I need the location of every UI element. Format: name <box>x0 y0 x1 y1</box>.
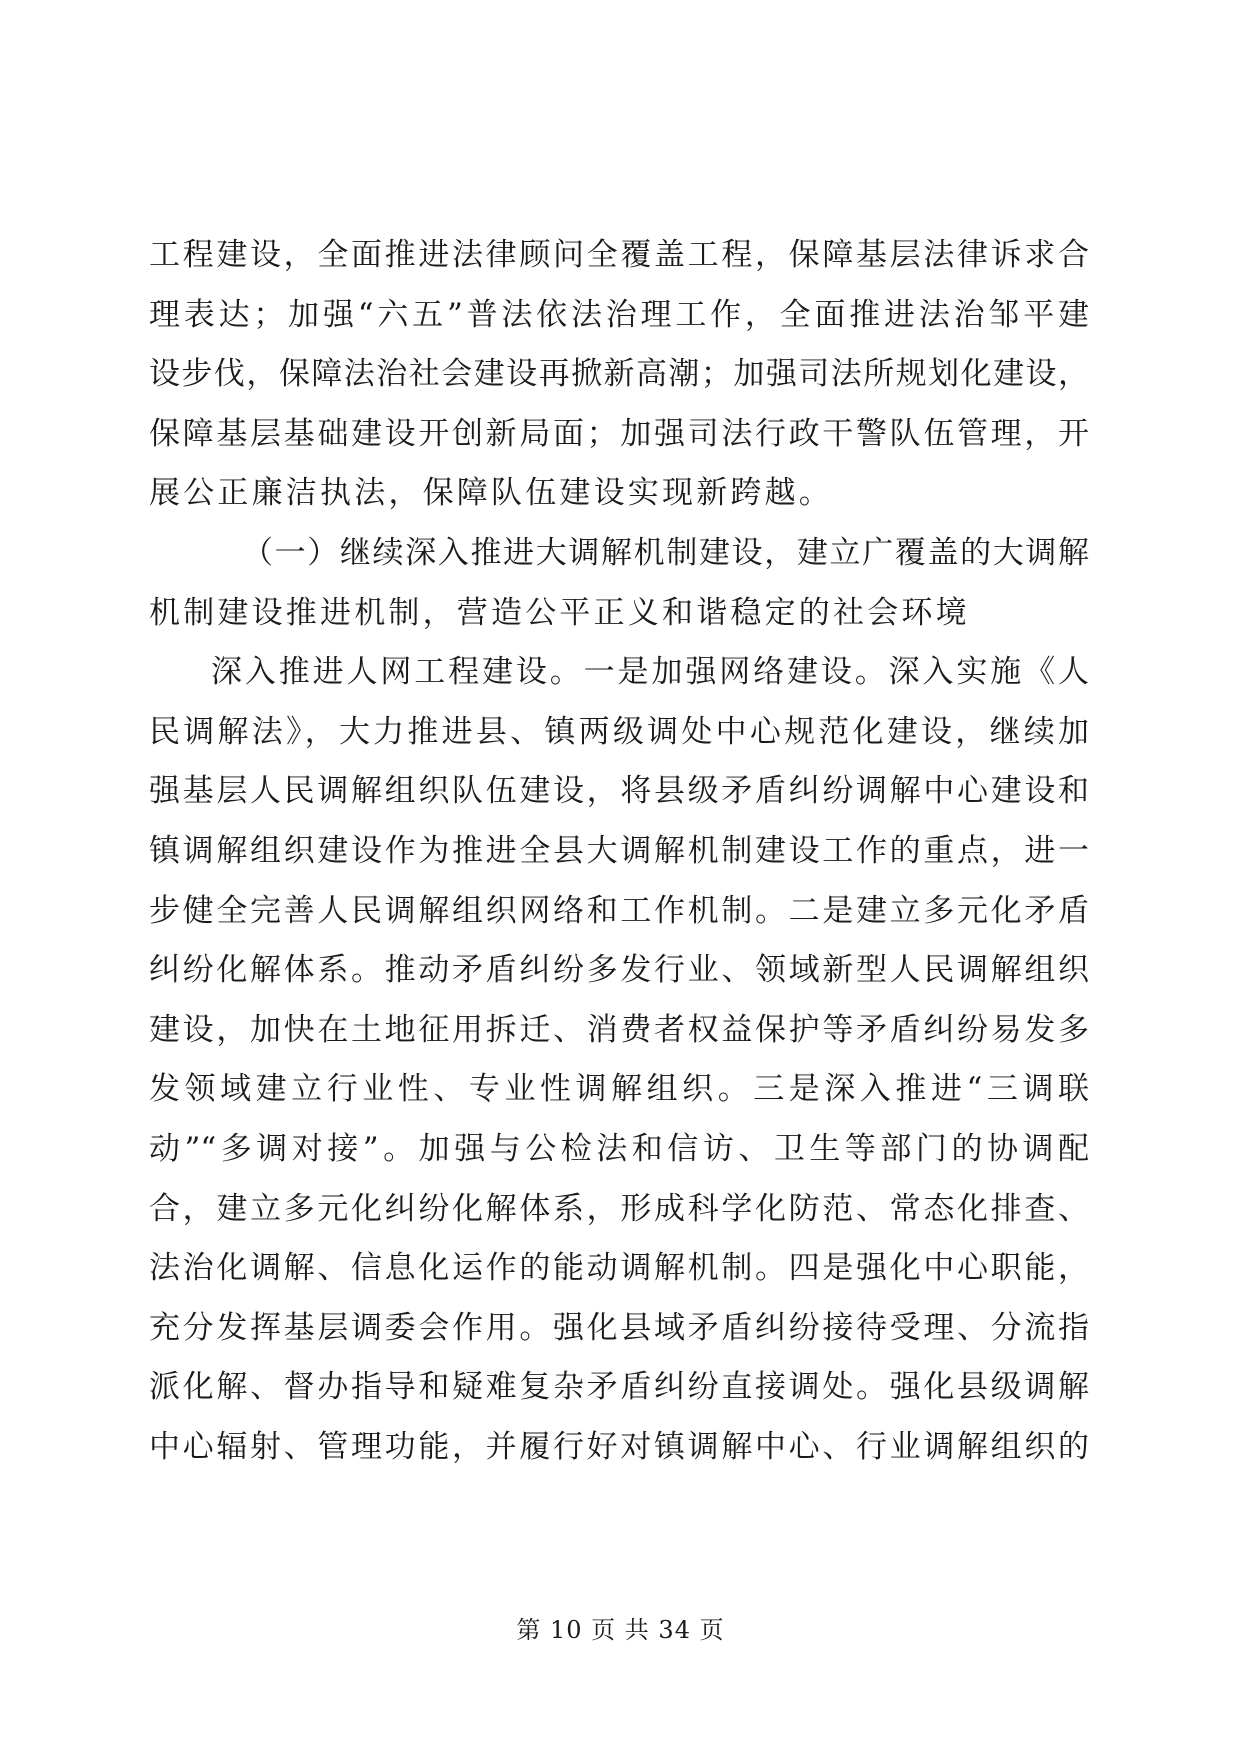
body-line-21: 中心辐射、管理功能，并履行好对镇调解中心、行业调解组织的 <box>149 1428 1089 1465</box>
body-line-11: 镇调解组织建设作为推进全县大调解机制建设工作的重点，进一 <box>149 832 1089 869</box>
body-line-15: 发领域建立行业性、专业性调解组织。三是深入推进“三调联 <box>149 1071 1089 1108</box>
body-line-10: 强基层人民调解组织队伍建设，将县级矛盾纠纷调解中心建设和 <box>149 773 1089 810</box>
body-line-9: 民调解法》，大力推进县、镇两级调处中心规范化建设，继续加 <box>149 713 1089 750</box>
body-line-1: 工程建设，全面推进法律顾问全覆盖工程，保障基层法律诉求合 <box>149 237 1089 273</box>
body-line-17: 合，建立多元化纠纷化解体系，形成科学化防范、常态化排查、 <box>149 1190 1089 1227</box>
body-line-8: 深入推进人网工程建设。一是加强网络建设。深入实施《人 <box>211 654 1089 691</box>
body-line-20: 派化解、督办指导和疑难复杂矛盾纠纷直接调处。强化县级调解 <box>149 1369 1089 1406</box>
body-line-3: 设步伐，保障法治社会建设再掀新高潮；加强司法所规划化建设， <box>149 356 1089 393</box>
body-line-19: 充分发挥基层调委会作用。强化县域矛盾纠纷接待受理、分流指 <box>149 1309 1089 1346</box>
body-line-18: 法治化调解、信息化运作的能动调解机制。四是强化中心职能， <box>149 1250 1089 1287</box>
body-line-2: 理表达；加强“六五”普法依法治理工作，全面推进法治邹平建 <box>149 296 1089 333</box>
section-heading-line-2: 机制建设推进机制，营造公平正义和谐稳定的社会环境 <box>149 594 970 631</box>
document-body <box>149 226 1089 1477</box>
body-line-4: 保障基层基础建设开创新局面；加强司法行政干警队伍管理，开 <box>149 415 1089 452</box>
page-number-footer: 第 10 页 共 34 页 <box>516 1616 725 1644</box>
body-line-12: 步健全完善人民调解组织网络和工作机制。二是建立多元化矛盾 <box>149 892 1089 929</box>
body-line-5: 展公正廉洁执法，保障队伍建设实现新跨越。 <box>149 475 833 512</box>
body-line-13: 纠纷化解体系。推动矛盾纠纷多发行业、领域新型人民调解组织 <box>149 952 1089 989</box>
body-line-16: 动”“多调对接”。加强与公检法和信访、卫生等部门的协调配 <box>149 1130 1089 1167</box>
body-line-14: 建设，加快在土地征用拆迁、消费者权益保护等矛盾纠纷易发多 <box>149 1011 1089 1048</box>
section-heading-line-1: （一）继续深入推进大调解机制建设，建立广覆盖的大调解 <box>242 534 1089 571</box>
